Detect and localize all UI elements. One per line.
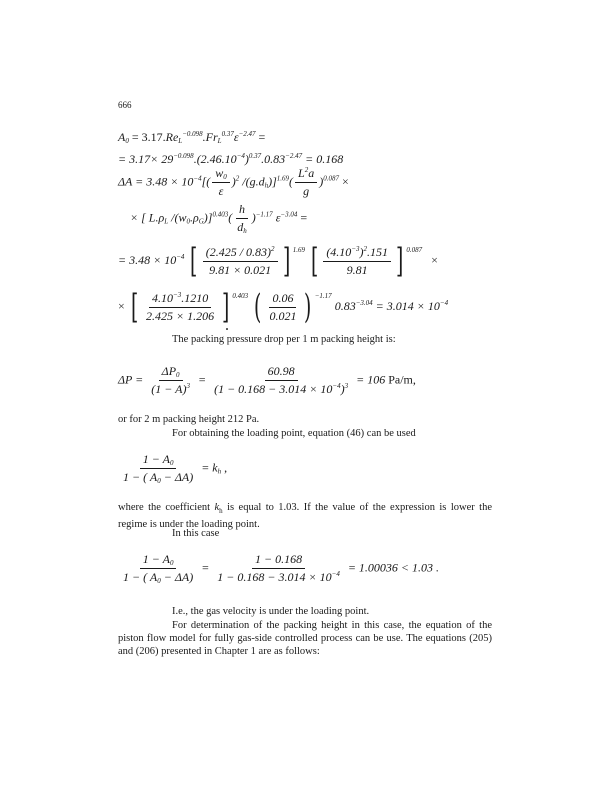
equation-loading-check: $\frac{1 - A_0}{1 - ( A_0 - \Delta A)}$ = $\frac{1 - 0.168}{1 - 0.168 - 3.014 \times 10^{-4}}$ = 1.00036 < 1.03 . xyxy=(123,552,440,585)
equation-delta-a-result: × [ $\frac{4.10^{-3}.1210}{2.425 \times 1.206}$ ] 0.403 ( $\frac{0.06}{0.021}$ ) −1.17 $0.83^{-3.04} = 3.014 \times 10^{-4}$ xyxy=(118,287,449,327)
text-coefficient-description: where the coefficient $k_h$ is equal to 1.03. If the value of the expression is lower the regime is under the loading point. xyxy=(118,502,492,531)
equation-delta-a-continuation: × [ $L.\rho_L$ $/(w_0.\rho_G)]^{0.403}$( $\frac{h}{d_h}$ )$^{-1.17}$ $\varepsilon^{-3.04}$ = xyxy=(130,202,308,235)
text-in-this-case: In this case xyxy=(172,528,220,539)
text-packing-height-intro: For determination of the packing height in this case, the equation of the piston flow model for fully gas-side controlled process can be use. The equations (205) and (206) presented in Chapter 1 are as follows: xyxy=(118,620,492,657)
equation-delta-a-definition: $\Delta A = 3.48 \times 10^{-4}$[( $\frac{w_0}{\varepsilon}$ )$^2$ $/(g.d_h)]^{1.69}$( $\frac{L^2a}{g}$ )$^{0.087}$ × xyxy=(118,166,349,198)
text-loading-point-intro: For obtaining the loading point, equation (46) can be used xyxy=(172,428,416,439)
text-2m-packing: or for 2 m packing height 212 Pa. xyxy=(118,414,260,425)
text-pressure-drop-intro: The packing pressure drop per 1 m packing height is: xyxy=(172,334,396,345)
stray-dot xyxy=(226,328,228,330)
equation-a0-value: = $3.17\times 29^{-0.098}.(2.46.10^{-4})^{0.37}.0.83^{-2.47} = 0.168$ xyxy=(118,152,344,166)
equation-delta-a-substitution: = $3.48 \times 10^{-4}$ [ $\frac{(2.425 / 0.83)^2}{9.81 \times 0.021}$ ] 1.69 [ $\frac{(4.10^{-3})^2.151}{9.81}$ ] 0.087 × xyxy=(118,241,438,281)
equation-a0-definition: $A_0 = 3.17.Re_L^{-0.098}.Fr_L^{0.37}\varepsilon^{-2.47}$ = xyxy=(118,130,266,145)
text-gas-velocity-conclusion: I.e., the gas velocity is under the loading point. xyxy=(172,606,370,617)
equation-loading-criterion: $\frac{1 - A_0}{1 - ( A_0 - \Delta A)}$ = $k_h$ , xyxy=(123,452,228,485)
equation-pressure-drop: ΔP = $\frac{\Delta P_0}{(1 - A)^3}$ = $\frac{60.98}{(1 - 0.168 - 3.014 \times 10^{-4})^3}$ = 106 Pa/m, xyxy=(118,364,416,396)
page-number: 666 xyxy=(118,100,132,110)
